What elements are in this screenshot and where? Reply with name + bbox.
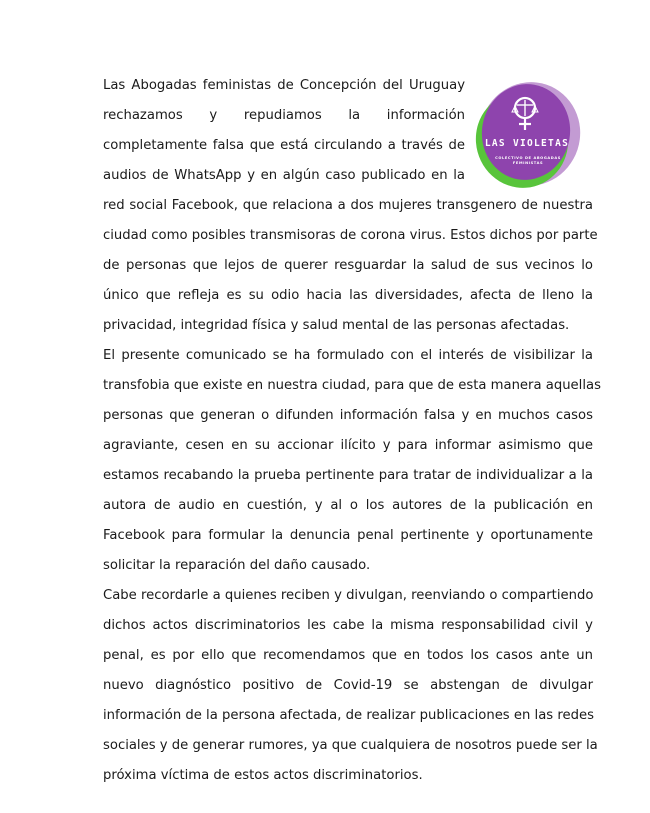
text-line: solicitar la reparación del daño causado. <box>103 558 371 573</box>
paragraph-1-intro <box>103 71 465 191</box>
text-line: sociales y de generar rumores, ya que cualquiera de nosotros puede ser la <box>103 738 598 753</box>
text-line: autora de audio en cuestión, y al o los autores de la publicación en <box>103 498 593 513</box>
text-line: información de la persona afectada, de realizar publicaciones en las redes <box>103 708 594 723</box>
text-line: de personas que lejos de querer resguardar la salud de sus vecinos lo <box>103 258 593 273</box>
text-line: Las Abogadas feministas de Concepción del Uruguay <box>103 78 465 93</box>
text-line: agraviante, cesen en su accionar ilícito y para informar asimismo que <box>103 438 593 453</box>
text-line: rechazamos y repudiamos la información <box>103 108 465 123</box>
las-violetas-logo <box>472 78 582 190</box>
text-line: Facebook para formular la denuncia penal pertinente y oportunamente <box>103 528 593 543</box>
text-line: transfobia que existe en nuestra ciudad, para que de esta manera aquellas <box>103 378 601 393</box>
text-line: personas que generan o difunden información falsa y en muchos casos <box>103 408 593 423</box>
text-line: privacidad, integridad física y salud mental de las personas afectadas. <box>103 318 570 333</box>
logo-title: LAS VIOLETAS <box>484 138 570 149</box>
paragraph-1-continuation <box>103 191 598 341</box>
text-line: único que refleja es su odio hacia las diversidades, afecta de lleno la <box>103 288 593 303</box>
paragraph-3 <box>103 581 598 791</box>
text-line: penal, es por ello que recomendamos que en todos los casos ante un <box>103 648 593 663</box>
paragraph-2 <box>103 341 601 581</box>
text-line: Cabe recordarle a quienes reciben y divulgan, reenviando o compartiendo <box>103 588 594 603</box>
text-line: completamente falsa que está circulando a través de <box>103 138 465 153</box>
text-line: ciudad como posibles transmisoras de corona virus. Estos dichos por parte <box>103 228 598 243</box>
text-line: red social Facebook, que relaciona a dos mujeres transgenero de nuestra <box>103 198 593 213</box>
text-line: dichos actos discriminatorios les cabe la misma responsabilidad civil y <box>103 618 593 633</box>
text-line: El presente comunicado se ha formulado con el interés de visibilizar la <box>103 348 593 363</box>
text-line: nuevo diagnóstico positivo de Covid-19 se abstengan de divulgar <box>103 678 593 693</box>
text-line: audios de WhatsApp y en algún caso publicado en la <box>103 168 465 183</box>
text-line: próxima víctima de estos actos discriminatorios. <box>103 768 423 783</box>
logo-graphic <box>472 78 582 190</box>
logo-subtitle: COLECTIVO DE ABOGADAS FEMINISTAS <box>495 156 561 165</box>
text-line: estamos recabando la prueba pertinente para tratar de individualizar a la <box>103 468 593 483</box>
